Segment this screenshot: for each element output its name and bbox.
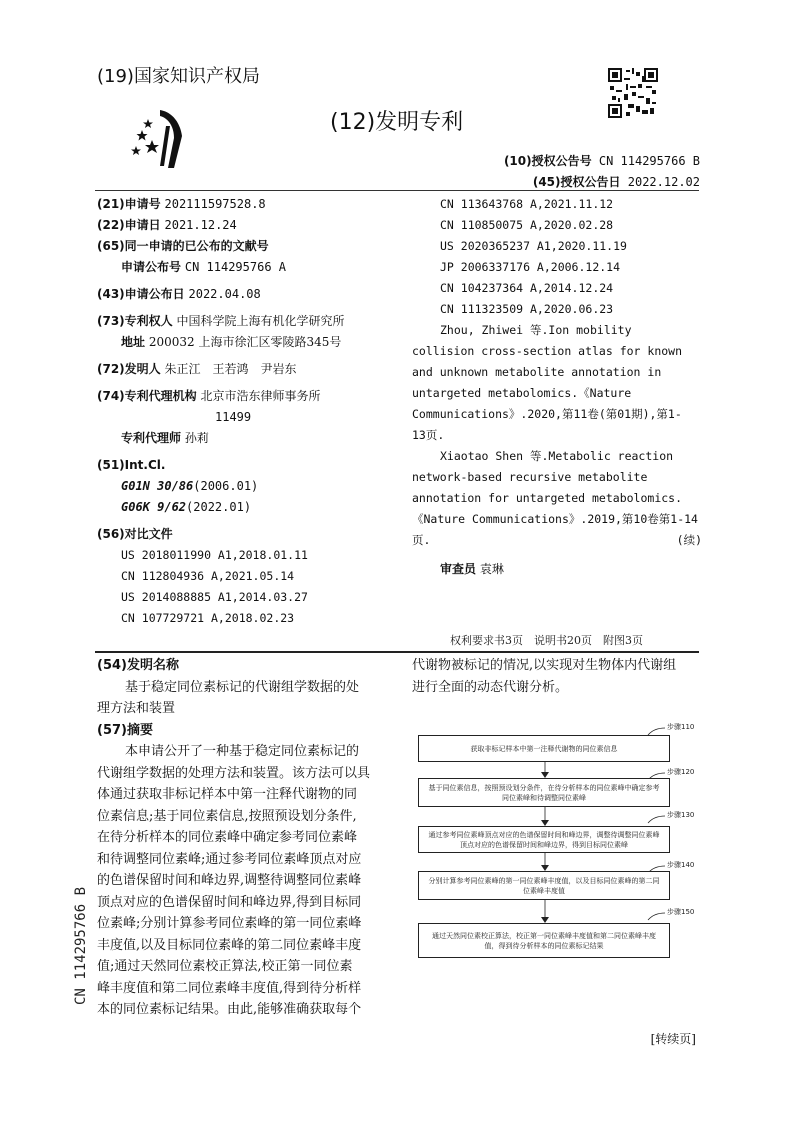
- issuing-office: (19)国家知识产权局: [97, 66, 260, 87]
- grant-date-label: (45)授权公告日: [532, 175, 621, 189]
- abstract-line: 的色谱保留时间和峰边界,调整待调整同位素峰: [97, 873, 362, 888]
- invention-title-label-text: (54)发明名称: [97, 658, 179, 673]
- int-cl-label: (51)Int.Cl.: [97, 458, 166, 472]
- grant-date: [533, 173, 700, 190]
- abstract-line: 代谢组学数据的处理方法和装置。该方法可以具: [97, 765, 371, 781]
- examiner: [412, 559, 702, 580]
- abstract-line: 值;通过天然同位素校正算法,校正第一同位素: [97, 959, 353, 974]
- invention-title: 理方法和装置: [97, 701, 176, 716]
- references-continued: [412, 194, 702, 580]
- reference-item: CN 111323509 A,2020.06.23: [440, 302, 614, 316]
- int-cl-version: (2006.01): [193, 479, 259, 493]
- application-number-value: 202111597528.8: [164, 197, 266, 211]
- flowchart-connectors: [410, 720, 710, 1010]
- reference-item: CN 104237364 A,2014.12.24: [440, 281, 614, 295]
- reference-item: CN 113643768 A,2021.11.12: [440, 197, 614, 211]
- prior-publication: [97, 236, 407, 257]
- agency-value: 北京市浩东律师事务所: [200, 389, 321, 403]
- side-patent-number: CN 114295766 B: [73, 886, 89, 1005]
- section-divider: [95, 651, 699, 653]
- literature-line: untargeted metabolomics.《Nature: [412, 386, 632, 400]
- step-label: 步骤150: [667, 908, 695, 916]
- prior-publication-sub-label: 申请公布号: [121, 260, 182, 274]
- patentee: [97, 311, 407, 332]
- publication-date-value: 2022.04.08: [188, 287, 261, 301]
- document-type: (12)发明专利: [330, 110, 464, 135]
- abstract-line: 进行全面的动态代谢分析。: [412, 679, 569, 695]
- grant-date-value: 2022.12.02: [627, 175, 700, 189]
- reference-item: US 2018011990 A1,2018.01.11: [121, 548, 308, 562]
- agency-code: 11499: [215, 410, 252, 424]
- reference-item: CN 112804936 A,2021.05.14: [121, 569, 295, 583]
- step-label: 步骤130: [667, 811, 695, 819]
- flowchart-step-text: 基于同位素信息，按照预设划分条件，在待分析样本的同位素峰中确定参考同位素峰和待调整同位素峰: [428, 783, 660, 802]
- inventors: [97, 359, 407, 380]
- flowchart-step-box: [418, 826, 670, 853]
- flowchart-step-box: [418, 778, 670, 807]
- literature-line: collision cross-section atlas for known: [412, 344, 683, 358]
- agent: [97, 428, 407, 449]
- int-cl-item: [97, 497, 407, 518]
- abstract-line: 和待调整同位素峰;通过参考同位素峰顶点对应: [97, 851, 362, 867]
- application-date-label: (22)申请日: [97, 218, 161, 232]
- literature-line: Zhou, Zhiwei 等.Ion mobility: [440, 323, 632, 337]
- flowchart-step-box: [418, 923, 670, 958]
- literature-line: [412, 530, 702, 551]
- abstract-line: 代谢物被标记的情况,以实现对生物体内代谢组: [412, 658, 677, 673]
- flowchart-step-box: [418, 735, 670, 762]
- literature-line: annotation for untargeted metabolomics.: [412, 491, 683, 505]
- cnipa-logo: [130, 106, 200, 170]
- abstract-figure-flowchart: [410, 720, 710, 1010]
- literature-line: network-based recursive metabolite: [412, 470, 648, 484]
- reference-item: CN 110850075 A,2020.02.28: [440, 218, 614, 232]
- flowchart-step-text: 分别计算参考同位素峰的第一同位素峰丰度值，以及目标同位素峰的第二同位素峰丰度值: [428, 876, 660, 895]
- reference-item: CN 107729721 A,2018.02.23: [121, 611, 295, 625]
- examiner-value: 袁琳: [479, 562, 504, 576]
- grant-number-value: CN 114295766 B: [598, 154, 700, 168]
- continued-page-note: [转续页]: [650, 1032, 696, 1046]
- flowchart-step-text: 通过天然同位素校正算法，校正第一同位素峰丰度值和第二同位素峰丰度值，得到待分析样本的同位素标记结果: [432, 931, 656, 950]
- literature-line: Xiaotao Shen 等.Metabolic reaction: [440, 449, 674, 463]
- int-cl-item: [97, 476, 407, 497]
- agent-value: 孙莉: [184, 431, 209, 445]
- abstract-line: 在待分析样本的同位素峰中确定参考同位素峰: [97, 830, 358, 845]
- cited-references-label: (56)对比文件: [97, 527, 173, 541]
- agent-label: 专利代理师: [121, 431, 182, 445]
- step-label: 步骤110: [667, 723, 695, 731]
- continued-mark: (续): [676, 533, 702, 547]
- flowchart-step-box: [418, 871, 670, 900]
- address: [97, 332, 407, 353]
- grant-number: [504, 152, 700, 169]
- application-date-value: 2021.12.24: [164, 218, 237, 232]
- abstract-label: [97, 720, 387, 742]
- reference-item: JP 2006337176 A,2006.12.14: [440, 260, 621, 274]
- int-cl-version: (2022.01): [186, 500, 252, 514]
- patentee-label: (73)专利权人: [97, 314, 173, 328]
- abstract-line: 丰度值,以及目标同位素峰的第二同位素峰丰度: [97, 937, 362, 953]
- application-number: [97, 194, 407, 215]
- prior-publication-number: [97, 257, 407, 278]
- agency-label: (74)专利代理机构: [97, 389, 197, 403]
- int-cl: [97, 455, 407, 476]
- reference-item: US 2014088885 A1,2014.03.27: [121, 590, 308, 604]
- header-divider: [95, 190, 699, 191]
- application-number-label: (21)申请号: [97, 197, 161, 211]
- literature-line: and unknown metabolite annotation in: [412, 365, 662, 379]
- int-cl-code: G01N 30/86: [121, 479, 194, 493]
- flowchart-step-text: 通过参考同位素峰顶点对应的色谱保留时间和峰边界，调整待调整同位素峰顶点对应的色谱保留时间和峰边界，得到目标同位素峰: [428, 830, 660, 849]
- examiner-label: 审查员: [440, 562, 477, 576]
- abstract-section: [97, 655, 387, 1021]
- step-label: 步骤140: [667, 861, 695, 869]
- prior-publication-label: (65)同一申请的已公布的文献号: [97, 239, 269, 253]
- bibliographic-data: [97, 194, 407, 629]
- abstract-line: 体通过获取非标记样本中第一注释代谢物的同: [97, 787, 358, 802]
- flowchart-step-text: 获取非标记样本中第一注释代谢物的同位素信息: [470, 744, 618, 753]
- publication-date-label: (43)申请公布日: [97, 287, 185, 301]
- qr-code-icon: [608, 68, 658, 118]
- invention-title: 基于稳定同位素标记的代谢组学数据的处: [125, 679, 360, 695]
- address-label: 地址: [121, 335, 146, 349]
- abstract-line: 峰丰度值和第二同位素峰丰度值,得到待分析样: [97, 980, 362, 996]
- agency: [97, 386, 407, 407]
- abstract-line: 本申请公开了一种基于稳定同位素标记的: [125, 744, 360, 759]
- prior-publication-value: CN 114295766 A: [184, 260, 286, 274]
- abstract-line: 本的同位素标记结果。由此,能够准确获取每个: [97, 1002, 362, 1017]
- page-counts: 权利要求书3页 说明书20页 附图3页: [450, 634, 643, 647]
- grant-number-label: (10)授权公告号: [503, 154, 592, 168]
- literature-line: Communications》.2020,第11卷(第01期),第1-: [412, 407, 682, 421]
- literature-line: 《Nature Communications》.2019,第10卷第1-14: [412, 512, 698, 526]
- address-value: 200032 上海市徐汇区零陵路345号: [148, 335, 342, 349]
- abstract-label-text: (57)摘要: [97, 722, 153, 738]
- patentee-value: 中国科学院上海有机化学研究所: [176, 314, 345, 328]
- abstract-line: 顶点对应的色谱保留时间和峰边界,得到目标同: [97, 894, 362, 910]
- application-date: [97, 215, 407, 236]
- step-label: 步骤120: [667, 768, 695, 776]
- inventors-label: (72)发明人: [97, 362, 161, 376]
- cited-references: [97, 524, 407, 545]
- literature-line-text: 页.: [412, 533, 431, 547]
- publication-date: [97, 284, 407, 305]
- inventors-value: 朱正江 王若鸿 尹岩东: [164, 362, 297, 376]
- literature-line: 13页.: [412, 428, 445, 442]
- reference-item: US 2020365237 A1,2020.11.19: [440, 239, 627, 253]
- abstract-continued: [412, 655, 707, 698]
- abstract-line: 位素峰;分别计算参考同位素峰的第一同位素峰: [97, 916, 362, 931]
- int-cl-code: G06K 9/62: [121, 500, 187, 514]
- abstract-line: 位素信息;基于同位素信息,按照预设划分条件,: [97, 808, 357, 824]
- invention-title-label: [97, 655, 387, 677]
